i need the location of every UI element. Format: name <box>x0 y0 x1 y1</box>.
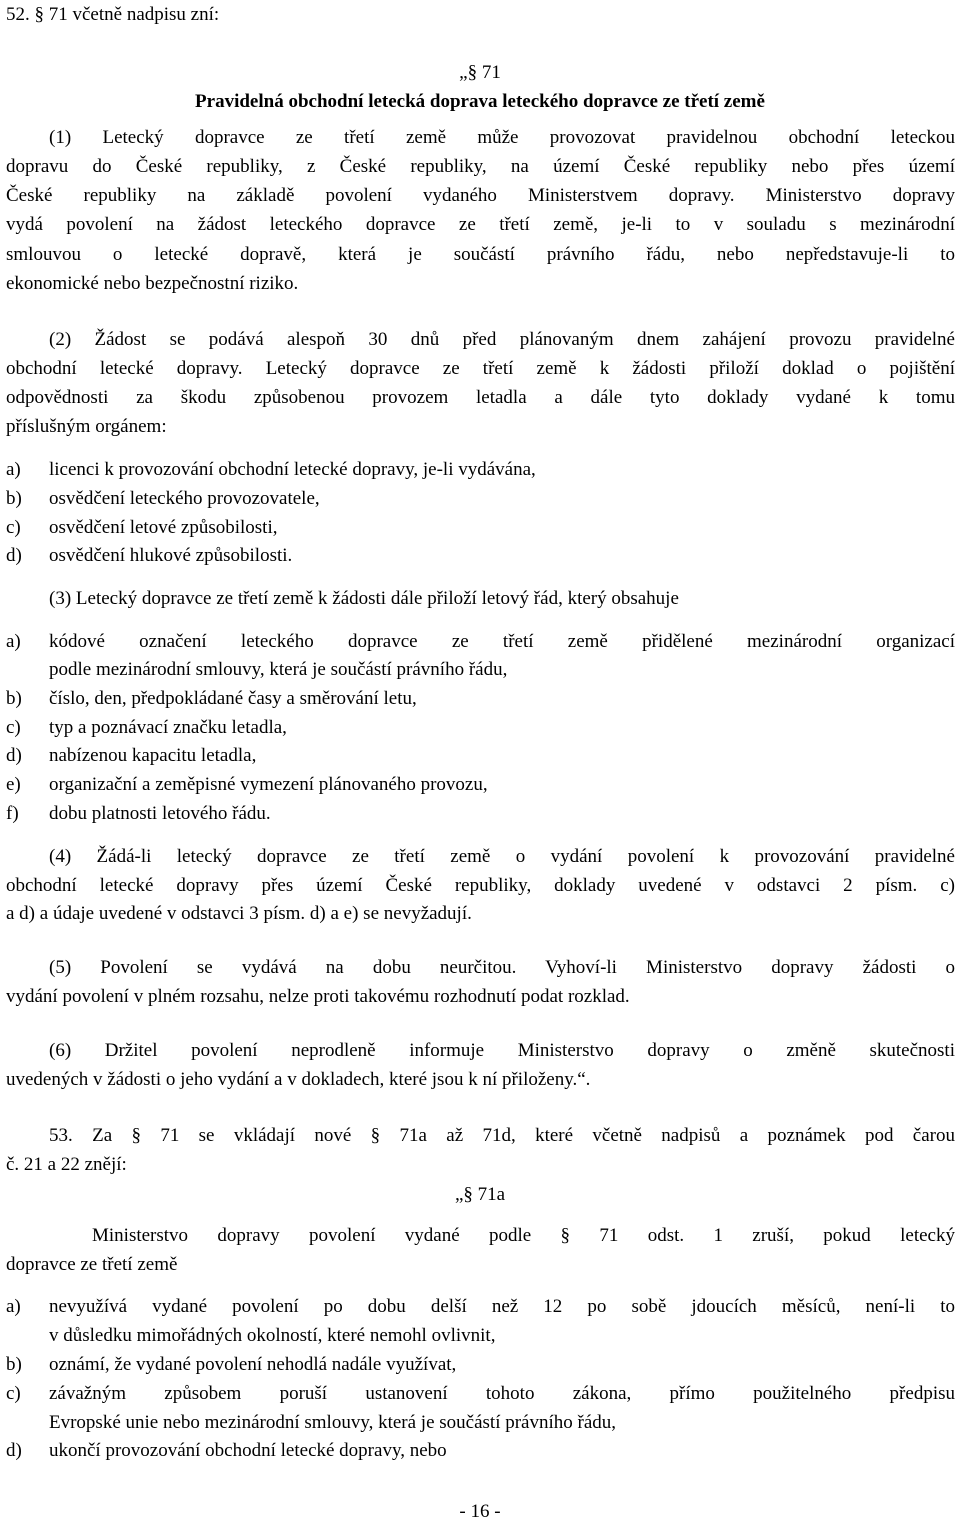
item-53-line: č. 21 a 22 znějí: <box>6 1154 127 1175</box>
list-item-text: podle mezinárodní smlouvy, která je součástí právního řádu, <box>49 659 508 680</box>
list-item-text: nabízenou kapacitu letadla, <box>49 745 257 766</box>
list-item-text: osvědčení hlukové způsobilosti. <box>49 545 293 566</box>
p3-line: (3) Letecký dopravce ze třetí země k žádosti dále přiloží letový řád, který obsahuje <box>49 588 679 609</box>
section-71a-intro: dopravce ze třetí země <box>6 1254 178 1275</box>
p2-line: obchodní letecké dopravy. Letecký dopravce ze třetí země k žádosti přiloží doklad o pojištění <box>6 358 955 379</box>
p6-line: (6) Držitel povolení neprodleně informuje Ministerstvo dopravy o změně skutečnosti <box>49 1040 955 1061</box>
list-item-label: f) <box>6 803 19 824</box>
item-53-line: 53. Za § 71 se vkládají nové § 71a až 71d, které včetně nadpisů a poznámek pod čarou <box>49 1125 955 1146</box>
list-item-text: oznámí, že vydané povolení nehodlá nadále využívat, <box>49 1354 457 1375</box>
p1-line: vydá povolení na žádost leteckého dopravce ze třetí země, je-li to v souladu s mezinárodní <box>6 214 955 235</box>
p1-line: České republiky na základě povolení vydaného Ministerstvem dopravy. Ministerstvo dopravy <box>6 185 955 206</box>
list-item-text: ukončí provozování obchodní letecké dopravy, nebo <box>49 1440 447 1461</box>
list-item-text: Evropské unie nebo mezinárodní smlouvy, která je součástí právního řádu, <box>49 1412 617 1433</box>
p1-line: smlouvou o letecké dopravě, která je součástí právního řádu, nebo nepředstavuje-li to <box>6 244 955 265</box>
list-item-text: osvědčení letové způsobilosti, <box>49 517 278 538</box>
section-71a-number: „§ 71a <box>454 1184 506 1205</box>
list-item-label: c) <box>6 1383 21 1404</box>
page-number: - 16 - <box>459 1501 501 1522</box>
section-71-number: „§ 71 <box>459 62 501 83</box>
p4-line: (4) Žádá-li letecký dopravce ze třetí země o vydání povolení k provozování pravidelné <box>49 846 955 867</box>
list-item-label: b) <box>6 1354 22 1375</box>
list-item-label: b) <box>6 688 22 709</box>
p5-line: (5) Povolení se vydává na dobu neurčitou. Vyhoví-li Ministerstvo dopravy žádosti o <box>49 957 955 978</box>
list-item-text: dobu platnosti letového řádu. <box>49 803 271 824</box>
list-item-text: kódové označení leteckého dopravce ze třetí země přidělené mezinárodní organizací <box>49 631 955 652</box>
list-item-label: a) <box>6 1296 21 1317</box>
list-item-label: a) <box>6 631 21 652</box>
list-item-text: organizační a zeměpisné vymezení plánovaného provozu, <box>49 774 488 795</box>
section-71-heading: Pravidelná obchodní letecká doprava leteckého dopravce ze třetí země <box>195 91 765 112</box>
list-item-label: d) <box>6 545 22 566</box>
list-item-label: a) <box>6 459 21 480</box>
list-item-text: osvědčení leteckého provozovatele, <box>49 488 320 509</box>
section-71a-intro: Ministerstvo dopravy povolení vydané podle § 71 odst. 1 zruší, pokud letecký <box>92 1225 955 1246</box>
amendment-intro: 52. § 71 včetně nadpisu zní: <box>6 4 220 25</box>
list-item-text: v důsledku mimořádných okolností, které nemohl ovlivnit, <box>49 1325 496 1346</box>
p1-line: ekonomické nebo bezpečnostní riziko. <box>6 273 299 294</box>
list-item-text: nevyužívá vydané povolení po dobu delší než 12 po sobě jdoucích měsíců, není-li to <box>49 1296 955 1317</box>
list-item-text: licenci k provozování obchodní letecké dopravy, je-li vydávána, <box>49 459 536 480</box>
p1-line: dopravu do České republiky, z České republiky, na území České republiky nebo přes území <box>6 156 955 177</box>
list-item-label: c) <box>6 717 21 738</box>
p4-line: obchodní letecké dopravy přes území České republiky, doklady uvedené v odstavci 2 písm. c) <box>6 875 955 896</box>
p5-line: vydání povolení v plném rozsahu, nelze proti takovému rozhodnutí podat rozklad. <box>6 986 630 1007</box>
p4-line: a d) a údaje uvedené v odstavci 3 písm. d) a e) se nevyžadují. <box>6 903 472 924</box>
list-item-label: d) <box>6 1440 22 1461</box>
list-item-label: d) <box>6 745 22 766</box>
list-item-text: závažným způsobem poruší ustanovení tohoto zákona, přímo použitelného předpisu <box>49 1383 955 1404</box>
p2-line: (2) Žádost se podává alespoň 30 dnů před plánovaným dnem zahájení provozu pravidelné <box>49 329 955 350</box>
p6-line: uvedených v žádosti o jeho vydání a v dokladech, které jsou k ní přiloženy.“. <box>6 1069 591 1090</box>
p1-line: (1) Letecký dopravce ze třetí země může provozovat pravidelnou obchodní leteckou <box>49 127 955 148</box>
list-item-label: b) <box>6 488 22 509</box>
p2-line: odpovědnosti za škodu způsobenou provozem letadla a dále tyto doklady vydané k tomu <box>6 387 955 408</box>
list-item-text: typ a poznávací značku letadla, <box>49 717 287 738</box>
list-item-label: e) <box>6 774 21 795</box>
list-item-label: c) <box>6 517 21 538</box>
list-item-text: číslo, den, předpokládané časy a směrování letu, <box>49 688 417 709</box>
p2-line: příslušným orgánem: <box>6 416 167 437</box>
